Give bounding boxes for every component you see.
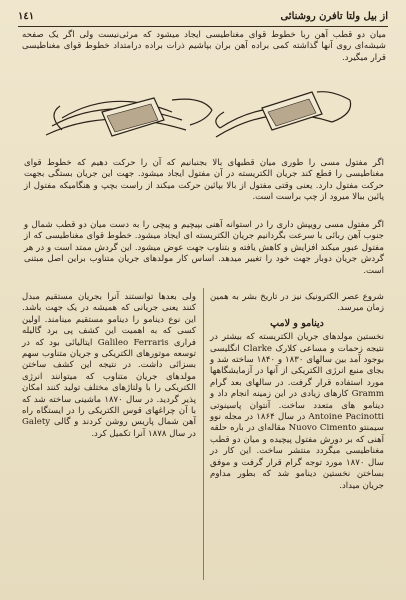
paragraph-rotation: اگر مفتول مسی رویپش داری را در استوانه آهنی بپیچیم و پیچی را به دست میان دو قطب شمال و جنوب آهن ربائی با سرعت بگردانیم جریان الکتریسته ای ایجاد میشود. خطوط قوای مغناطیسی که از مفتول عبور میکند افزایش و کاهش یافته و بتناوب جهت عوض میشود. این گردش ممتد است و در هر گردش جریان دوبار جهت خود را تغییر میدهد. اساس کار مولدهای جریان متناوب براین اصل مبتنی است. [24,220,384,276]
page-header [18,8,388,24]
left-magnet-figure [46,98,212,136]
paragraph-intro: میان دو قطب آهن ربا خطوط قوای مغناطیسی ایجاد میشود که مرئی‌نیست ولی اگر یک صفحه شیشه‌ای روی آنها گذاشته کمی براده آهن بران بپاشیم ذرات براده درامتداد خطوط قوای مغناطیسی قرار میگیرد. [22,30,386,63]
paragraph-field-lines: اگر مفتول مسی را طوری میان قطبهای بالا بجنبانیم که آن را حرکت دهیم که خطوط قوای مغناطیسی را قطع کند جریان الکتریسته در آن مفتول ایجاد میشود. جهت این جریان بستگی بجهت حرکت مفتول دارد. یعنی وقتی مفتول از بالا بپائین حرکت میکند از راست بچپ و هنگامیکه مفتول از پائین ببالا میرود از چپ براست است. [24,158,384,203]
magnetic-field-illustration [32,80,370,150]
column-divider [203,288,204,580]
paragraph-right-column: نخستین مولدهای جریان الکتریسته که بیشتر در نتیجه زحمات و مساعی کلارک Clarke انگلیسی بوجود آمد بین سالهای ۱۸۳۰ و ۱۸۴۰ ساخته شد و بجای منبع انرژی الکتریکی از آنها در آزمایشگاهها مورد استفاده قرار گرفت. در سالهای بعد گرام Gramm کارهای زیادی در این زمینه انجام داد و دینامو های متعدد ساخت. آنتوان پاسینوتی Antoine Pacinotti در سال ۱۸۶۴ در مجله نوو سیمنتو Nuovo Cimento مقاله‌ای در باره حلقه آهنی که بر دورش مفتول پیچیده و میان دو قطب مغناطیسی میگردد منتشر ساخت. این کار در سال ۱۸۷۰ مورد توجه گرام قرار گرفت و موفق بساختن نخستین دینامو شد که بطور مداوم جریان میداد. [210,332,385,491]
right-magnet-figure [216,92,351,137]
paragraph-left-column: ولی بعدها توانستند آنرا بجریان مستقیم مبدل کنند یعنی جریانی که همیشه در یک جهت باشد. این نوع دینامو را دینامو مستقیم مینامند. اولین کسی که به اهمیت این کشف پی برد گالیله فراری Galileo Ferraris ایتالیائی بود که در توسعه موتورهای الکتریکی و جریان متناوب سهم بسزائی داشت. در نتیجه این کشف ساختن مولدهای جریان متناوب که میتوانند انرژی الکتریکی را با ولتاژهای مختلف تولید کنند امکان پذیر گردید. در سال ۱۸۷۰ ماشینی ساخته شد که با آن چراغهای قوس الکتریکی را در ایستگاه راه آهن شمال پاریس روشن کردند و گالی Galety در سال ۱۸۷۸ آنرا تکمیل کرد. [22,292,196,439]
page-number: ١٤١ [18,10,35,22]
running-title: از بیل ولتا تافرن روشنائی [280,10,388,22]
right-column [210,292,384,492]
header-rule [18,26,388,27]
paragraph-dynamo-note: شروع عصر الکترونیک نیز در تاریخ بشر به همین زمان میرسد. [210,292,384,314]
left-column [22,292,196,440]
section-title-dynamo: دینامو و لامپ [270,317,324,329]
